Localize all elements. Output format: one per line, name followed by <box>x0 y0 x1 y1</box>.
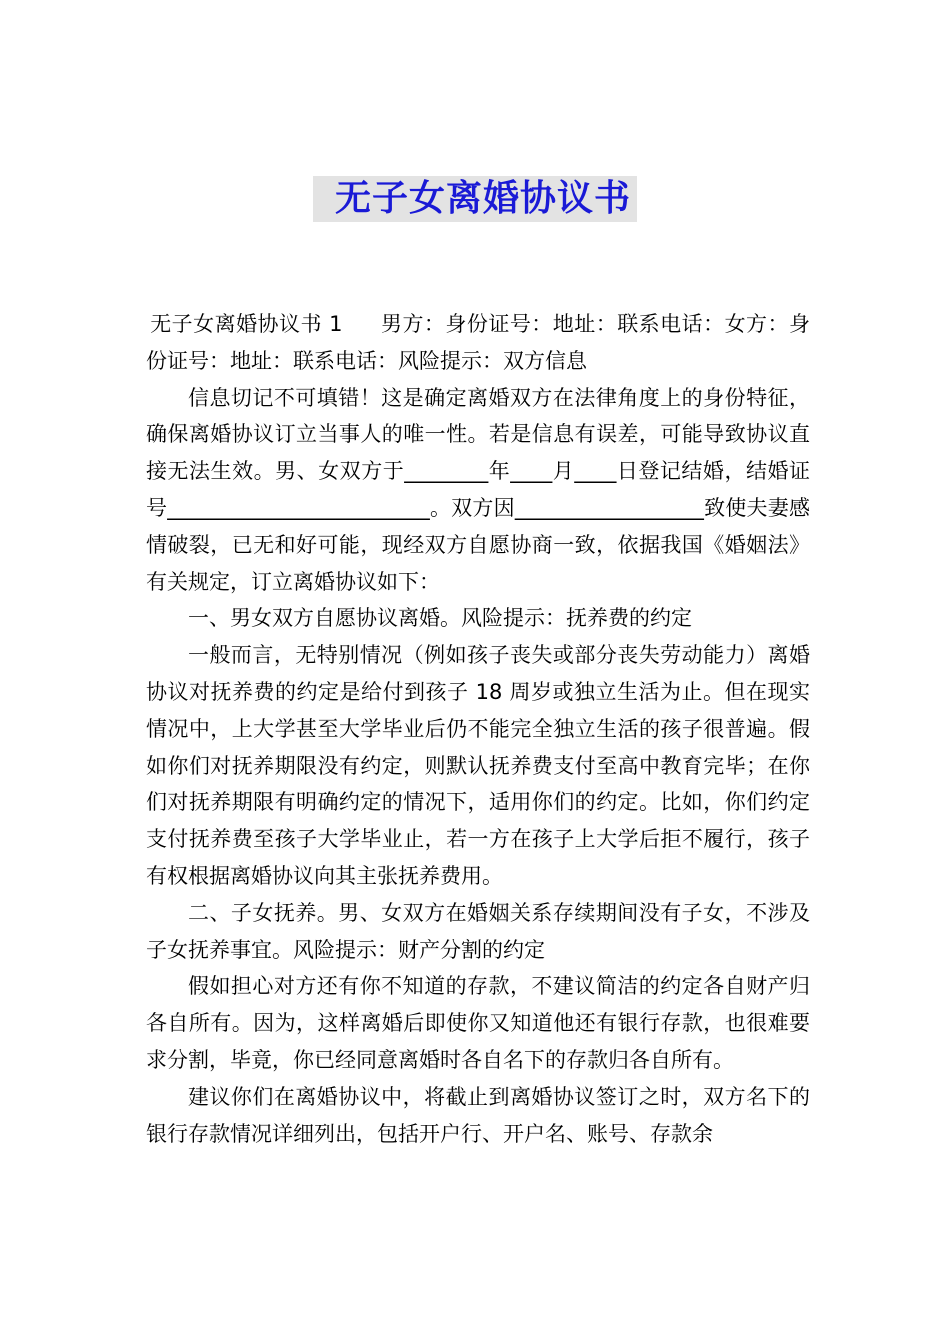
paragraph-bank-details: 建议你们在离婚协议中，将截止到离婚协议签订之时，双方名下的银行存款情况详细列出，包括开户行、开户名、账号、存款余 <box>146 1084 810 1146</box>
document-title: 无子女离婚协议书 <box>313 176 637 222</box>
intro-text: 男方：身份证号：地址：联系电话：女方：身份证号：地址：联系电话：风险提示：双方信息 <box>146 312 810 373</box>
paragraph-support-fee: 一般而言，无特别情况（例如孩子丧失或部分丧失劳动能力）离婚协议对抚养费的约定是给付到孩子 18 周岁或独立生活为止。但在现实情况中，上大学甚至大学毕业后仍不能完全独立生活的孩子很普遍。假如你们对抚养期限没有约定，则默认抚养费支付至高中教育完毕；在你们对抚养期限有明确约定的情况下，适用你们的约定。比如，你们约定支付抚养费至孩子大学毕业止，若一方在孩子上大学后拒不履行，孩子有权根据离婚协议向其主张抚养费用。 <box>146 643 810 888</box>
paragraph-clause-2: 二、子女抚养。男、女双方在婚姻关系存续期间没有子女，不涉及子女抚养事宜。风险提示：财产分割的约定 <box>146 900 810 962</box>
paragraph-intro <box>146 306 810 380</box>
document-body <box>146 306 810 1152</box>
paragraph-property-savings: 假如担心对方还有你不知道的存款，不建议简洁的约定各自财产归各自所有。因为，这样离婚后即使你又知道他还有银行存款，也很难要求分割，毕竟，你已经同意离婚时各自名下的存款归各自所有。 <box>146 974 810 1072</box>
paragraph-info-warning: 信息切记不可填错！这是确定离婚双方在法律角度上的身份特征，确保离婚协议订立当事人的唯一性。若是信息有误差，可能导致协议直接无法生效。男、女双方于________年____月____日登记结婚，结婚证号_________________________。双方因__________________致使夫妻感情破裂，已无和好可能，现经双方自愿协商一致，依据我国《婚姻法》有关规定，订立离婚协议如下： <box>146 385 810 594</box>
paragraph-clause-1: 一、男女双方自愿协议离婚。风险提示：抚养费的约定 <box>188 606 692 631</box>
intro-heading: 无子女离婚协议书 1 <box>150 312 343 336</box>
title-container <box>0 176 950 222</box>
